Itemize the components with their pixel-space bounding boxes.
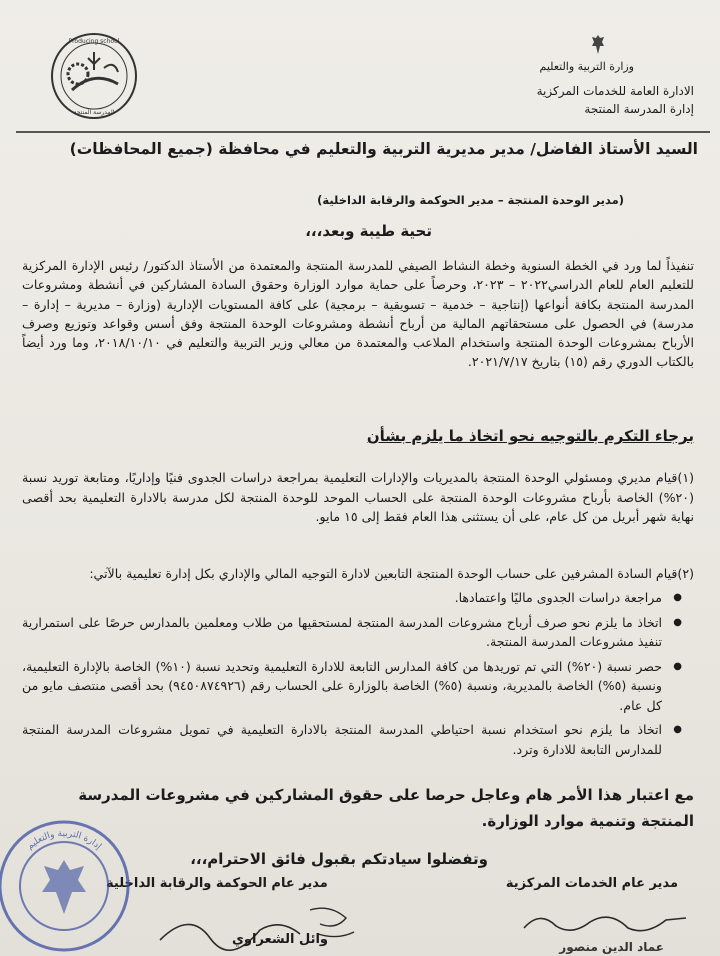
item-one: (١)قيام مديري ومسئولي الوحدة المنتجة بالمديريات والإدارات التعليمية بمراجعة دراسات الجدوى فنيًا وإداريًا، ومتابعة توريد نسبة (٢٠%) الخاصة بأرباح مشروعات الوحدة المنتجة على الحساب الموحد للوحدة المنتجة لكل مدرسة بالادارة التعليمية بحد أقصى نهاية شهر أبريل من كل عام، على أن يستثنى هذا العام فقط إلى ١٥ مايو.: [22, 470, 694, 524]
header-divider: [16, 131, 710, 133]
cc-line: (مدير الوحدة المنتجة – مدير الحوكمة والرقابة الداخلية): [317, 193, 624, 207]
bullet-item: ● اتخاذ ما يلزم نحو استخدام نسبة احتياطي المدرسة المنتجة بالادارة التعليمية في تمويل مشروعات المدرسة المنتجة للمدارس التابعة للادارة وترد.: [22, 720, 662, 759]
stamp-text: إدارة التربية والتعليم: [25, 829, 103, 852]
respect-line: وتفضلوا سيادتكم بقبول فائق الاحترام،،،: [190, 850, 488, 868]
svg-text:إدارة التربية والتعليم: [25, 829, 103, 852]
action-bullet-list: [22, 588, 684, 764]
bullet-item: ● اتخاذ ما يلزم نحو صرف أرباح مشروعات المدرسة المنتجة لمستحقيها من طلاب ومعلمين بالمدارس حرصًا على استمرارية تنفيذ مشروعات المدرسة المنتجة.: [22, 613, 662, 652]
ministry-name: وزارة التربية والتعليم: [539, 60, 634, 73]
addressee-line: السيد الأستاذ الفاضل/ مدير مديرية التربية والتعليم في محافظة (جميع المحافظات): [69, 140, 698, 158]
right-signatory-name: عماد الدين منصور: [559, 940, 664, 954]
official-stamp: [0, 816, 134, 956]
greeting: تحية طيبة وبعد،،،: [305, 222, 432, 240]
producing-school-logo: [48, 30, 140, 122]
right-signature-scribble: [520, 906, 690, 940]
logo-text-bottom: المدرسة المنتجة: [73, 109, 115, 116]
closing-statement: مع اعتبار هذا الأمر هام وعاجل حرصا على حقوق المشاركين في مشروعات المدرسة المنتجة وتنمية موارد الوزارة.: [78, 786, 694, 830]
left-signatory-title: مدير عام الحوكمة والرقابة الداخلية: [106, 876, 328, 891]
item-two: (٢)قيام السادة المشرفين على حساب الوحدة المنتجة التابعين لادارة التوجيه المالي والإداري بكل إدارة تعليمية بالآتي:: [89, 566, 694, 581]
dept-unit: إدارة المدرسة المنتجة: [584, 102, 694, 116]
logo-text-top: Producing school: [68, 38, 120, 45]
bullet-item: ● حصر نسبة (٢٠%) التي تم توريدها من كافة المدارس التابعة للادارة التعليمية وتحديد نسبة (١٠%) الخاصة بالإدارة التعليمية، ونسبة (٥%) الخاصة بالمديرية، ونسبة (٥%) الخاصة بالوزارة على الحساب رقم (٩٤٥٠٨٧٤٩٢٦) بحد أقصى منتصف مايو من كل عام.: [22, 657, 662, 716]
intro-paragraph: تنفيذاً لما ورد في الخطة السنوية وخطة النشاط الصيفي للمدرسة المنتجة والمعتمدة من الأستاذ الدكتور/ رئيس الإدارة المركزية للتعليم العام للعام الدراسي٢٠٢٢ – ٢٠٢٣، وحرصاً على حماية موارد الوزارة وحقوق السادة المشاركين في أنشطة ومشروعات المدرسة المنتجة بكافة أنواعها (إنتاجية – خدمية – تسويقية – برمجية) على كافة المستويات الإدارية (وزارة – مديرية – إدارة – مدرسة) في الحصول على مستحقاتهم المالية من أرباح أنشطة ومشروعات الوحدة المنتجة وفق أسس وقواعد وتوزيع وصرف الأرباح بمشروعات الوحدة المنتجة واستخدام الملاعب والمعتمدة من معالي وزير التربية والتعليم في ٢٠١٨/١٠/١٠، وما ورد أيضاً بالكتاب الدوري رقم (١٥) بتاريخ ٢٠٢١/٧/١٧.: [22, 258, 694, 370]
dept-general: الادارة العامة للخدمات المركزية: [536, 84, 694, 98]
request-heading: برجاء التكرم بالتوجيه نحو اتخاذ ما يلزم بشأن: [366, 427, 694, 445]
left-signature-scribble: [150, 900, 360, 956]
eagle-emblem-icon: [590, 34, 606, 56]
right-signatory-title: مدير عام الخدمات المركزية: [505, 876, 678, 891]
left-signatory-name: وائل الشعراوي: [232, 932, 328, 947]
bullet-item: ● مراجعة دراسات الجدوى ماليًا واعتمادها.: [22, 588, 662, 608]
